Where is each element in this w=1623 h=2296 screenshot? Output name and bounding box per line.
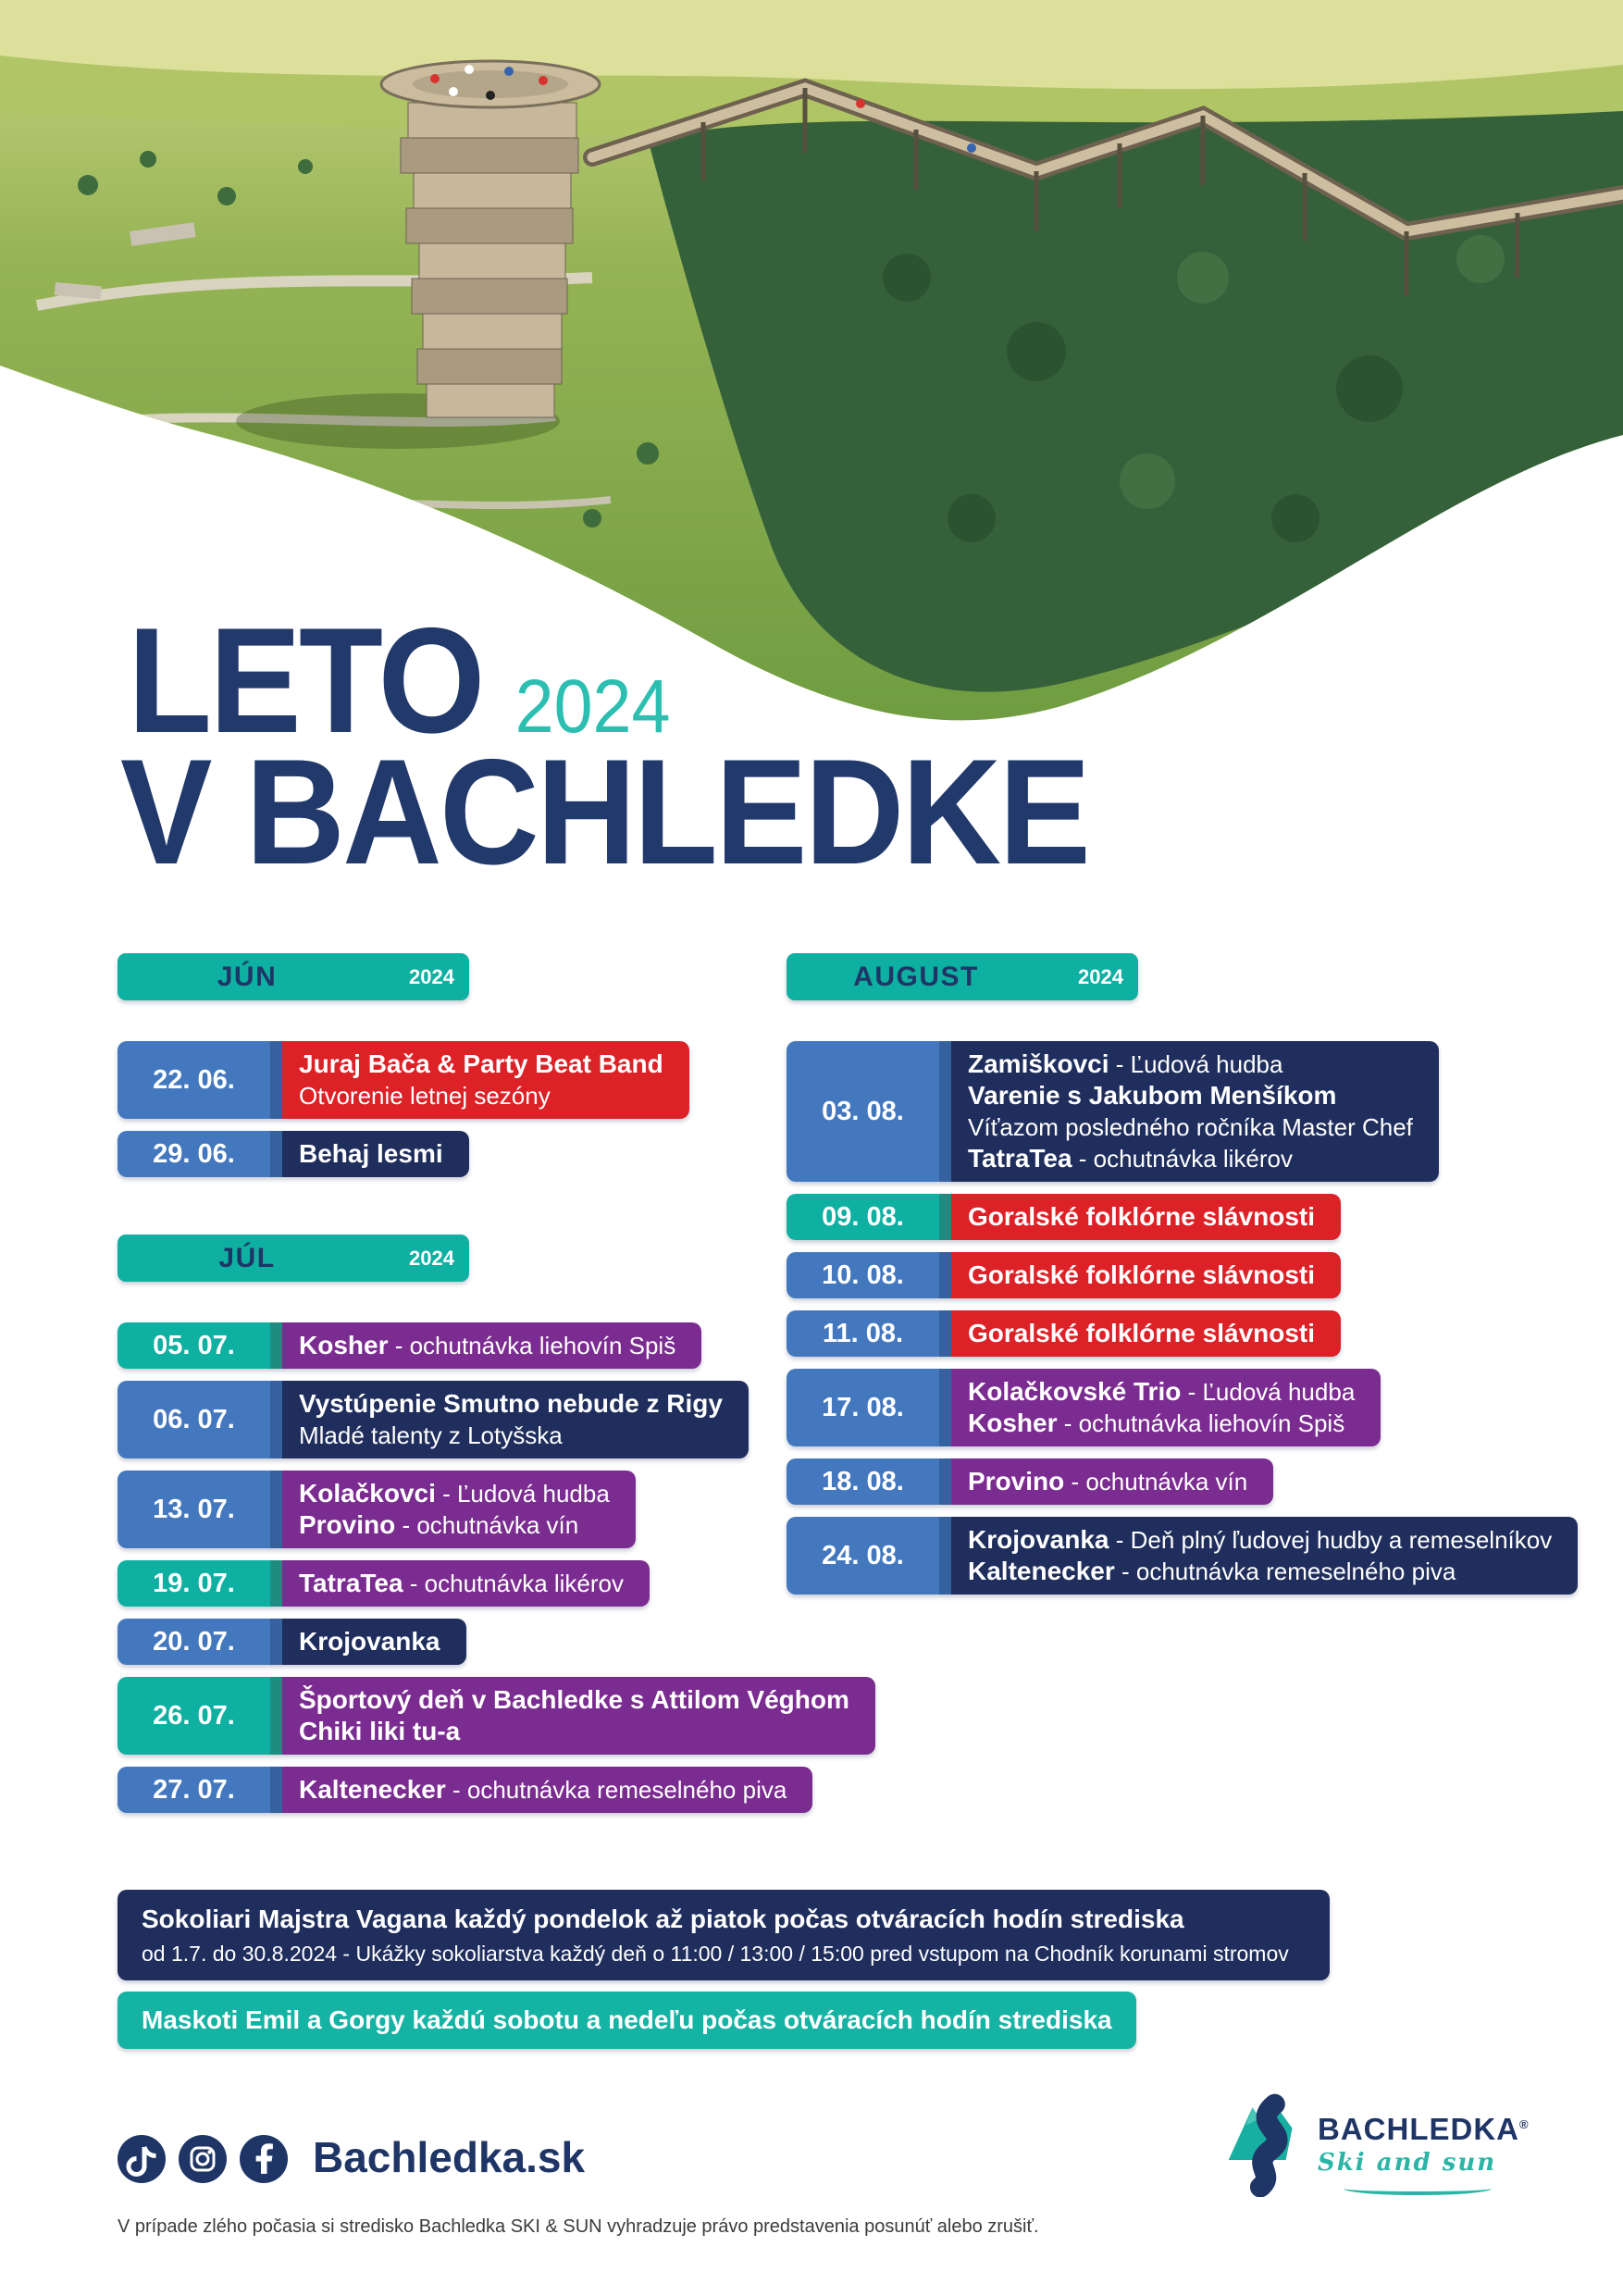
event-line: Krojovanka — [299, 1627, 440, 1656]
event-line: Kosher - ochutnávka liehovín Spiš — [968, 1409, 1345, 1437]
event-date: 06. 07. — [118, 1381, 270, 1458]
event-line: Krojovanka - Deň plný ľudovej hudby a remeselníkov — [968, 1525, 1553, 1554]
event-row — [787, 1194, 1341, 1240]
event-row — [118, 1767, 812, 1813]
event-date: 24. 08. — [787, 1517, 939, 1595]
falconers-banner-subtitle: od 1.7. do 30.8.2024 - Ukážky sokoliarstva každý deň o 11:00 / 13:00 / 15:00 pred vstupom na Chodník korunami stromov — [142, 1942, 1289, 1966]
event-line: Goralské folklórne slávnosti — [968, 1202, 1316, 1231]
event-row — [118, 1560, 650, 1607]
event-date: 27. 07. — [118, 1767, 270, 1813]
event-row — [118, 1131, 469, 1177]
bachledka-logo — [1227, 2090, 1530, 2197]
event-date: 03. 08. — [787, 1041, 939, 1182]
event-content — [951, 1252, 1341, 1298]
event-date: 19. 07. — [118, 1560, 270, 1607]
event-line: Kaltenecker - ochutnávka remeselného piva — [299, 1775, 787, 1804]
event-separator — [939, 1194, 951, 1240]
event-row — [787, 1517, 1578, 1595]
event-line: Goralské folklórne slávnosti — [968, 1319, 1316, 1347]
month-label: JÚN — [217, 961, 278, 992]
event-content — [282, 1677, 875, 1755]
event-line: Zamiškovci - Ľudová hudba — [968, 1049, 1283, 1078]
title-leto: LETO — [128, 597, 483, 764]
event-row — [787, 1252, 1341, 1298]
event-content — [951, 1369, 1381, 1446]
event-line: Juraj Bača & Party Beat Band — [299, 1049, 663, 1078]
event-separator — [939, 1310, 951, 1357]
month-year: 2024 — [1078, 964, 1123, 988]
event-line: Chiki liki tu-a — [299, 1717, 461, 1745]
event-date: 22. 06. — [118, 1041, 270, 1119]
event-separator — [270, 1677, 282, 1755]
event-content — [282, 1767, 812, 1813]
logo-brand: BACHLEDKA® — [1318, 2112, 1530, 2146]
event-content — [951, 1517, 1578, 1595]
bachledka-logo-icon — [1227, 2090, 1307, 2197]
event-content — [282, 1041, 689, 1119]
event-line: Športový deň v Bachledke s Attilom Véghom — [299, 1685, 849, 1714]
instagram-icon — [179, 2135, 227, 2183]
month-year: 2024 — [409, 1246, 454, 1270]
event-separator — [270, 1560, 282, 1607]
event-row — [118, 1381, 749, 1458]
event-date: 11. 08. — [787, 1310, 939, 1357]
event-content — [951, 1194, 1341, 1240]
mascots-banner — [118, 1992, 1136, 2049]
event-row — [787, 1458, 1273, 1505]
event-date: 29. 06. — [118, 1131, 270, 1177]
event-separator — [270, 1041, 282, 1119]
event-content — [951, 1310, 1341, 1357]
event-content — [951, 1458, 1273, 1505]
event-separator — [270, 1471, 282, 1548]
events-column-left — [118, 953, 875, 1813]
event-date: 17. 08. — [787, 1369, 939, 1446]
event-line: Kolačkovci - Ľudová hudba — [299, 1479, 610, 1508]
event-line: Behaj lesmi — [299, 1139, 443, 1168]
social-links — [118, 2135, 288, 2183]
event-content — [282, 1619, 466, 1665]
event-row — [118, 1619, 466, 1665]
registered-mark: ® — [1519, 2117, 1530, 2131]
weather-disclaimer: V prípade zlého počasia si stredisko Bachledka SKI & SUN vyhradzuje právo predstavenia posunúť alebo zrušiť. — [118, 2216, 1039, 2237]
event-line: Provino - ochutnávka vín — [299, 1510, 579, 1539]
event-date: 18. 08. — [787, 1458, 939, 1505]
event-separator — [939, 1041, 951, 1182]
event-separator — [270, 1322, 282, 1369]
event-separator — [270, 1619, 282, 1665]
event-line: Kaltenecker - ochutnávka remeselného piva — [968, 1557, 1456, 1585]
event-line: Vystúpenie Smutno nebude z Rigy — [299, 1389, 723, 1418]
event-date: 09. 08. — [787, 1194, 939, 1240]
event-date: 05. 07. — [118, 1322, 270, 1369]
mascots-banner-title: Maskoti Emil a Gorgy každú sobotu a nedeľu počas otváracích hodín strediska — [142, 2005, 1112, 2034]
events-column-right — [787, 953, 1578, 1595]
event-separator — [939, 1369, 951, 1446]
event-content — [282, 1131, 469, 1177]
event-line: Kosher - ochutnávka liehovín Spiš — [299, 1331, 676, 1359]
event-line: Goralské folklórne slávnosti — [968, 1260, 1316, 1289]
event-content — [282, 1381, 749, 1458]
event-date: 10. 08. — [787, 1252, 939, 1298]
event-separator — [270, 1767, 282, 1813]
month-header-1 — [118, 1235, 469, 1282]
bachledka-logo-text — [1318, 2090, 1530, 2177]
falconers-banner-title: Sokoliari Majstra Vagana každý pondelok až piatok počas otváracích hodín strediska — [142, 1905, 1184, 1933]
event-line: Kolačkovské Trio - Ľudová hudba — [968, 1377, 1356, 1406]
event-row — [118, 1041, 689, 1119]
title-line-2: V BACHLEDKE — [120, 728, 1089, 896]
event-date: 13. 07. — [118, 1471, 270, 1548]
tiktok-link[interactable] — [118, 2135, 166, 2183]
event-date: 20. 07. — [118, 1619, 270, 1665]
event-separator — [270, 1131, 282, 1177]
event-separator — [939, 1252, 951, 1298]
event-row — [787, 1369, 1381, 1446]
event-content — [282, 1322, 701, 1369]
event-line: Otvorenie letnej sezóny — [299, 1082, 551, 1110]
title-year: 2024 — [514, 664, 671, 749]
event-row — [118, 1677, 875, 1755]
month-header-0 — [118, 953, 469, 1000]
month-header-2 — [787, 953, 1138, 1000]
event-separator — [939, 1458, 951, 1505]
website-link[interactable]: Bachledka.sk — [313, 2133, 586, 2181]
month-label: JÚL — [218, 1242, 276, 1273]
event-row — [118, 1471, 636, 1548]
event-content — [282, 1560, 650, 1607]
event-content — [282, 1471, 636, 1548]
event-date: 26. 07. — [118, 1677, 270, 1755]
falconers-banner — [118, 1890, 1330, 1980]
facebook-link[interactable] — [240, 2135, 288, 2183]
event-row — [118, 1322, 701, 1369]
event-line: Varenie s Jakubom Menšíkom — [968, 1081, 1337, 1110]
event-line: Provino - ochutnávka vín — [968, 1467, 1248, 1496]
month-label: AUGUST — [853, 961, 979, 992]
event-line: TatraTea - ochutnávka likérov — [299, 1569, 625, 1597]
tiktok-icon — [118, 2135, 166, 2183]
instagram-link[interactable] — [179, 2135, 227, 2183]
month-year: 2024 — [409, 964, 454, 988]
event-line: Mladé talenty z Lotyšska — [299, 1421, 563, 1449]
tagline-underline — [1344, 2182, 1492, 2195]
event-separator — [939, 1517, 951, 1595]
event-content — [951, 1041, 1439, 1182]
event-line: TatraTea - ochutnávka likérov — [968, 1144, 1294, 1173]
event-line: Víťazom posledného ročníka Master Chef — [968, 1113, 1413, 1141]
event-row — [787, 1041, 1439, 1182]
facebook-icon — [240, 2135, 288, 2183]
event-row — [787, 1310, 1341, 1357]
logo-tagline: Ski and sun — [1318, 2149, 1530, 2177]
event-separator — [270, 1381, 282, 1458]
